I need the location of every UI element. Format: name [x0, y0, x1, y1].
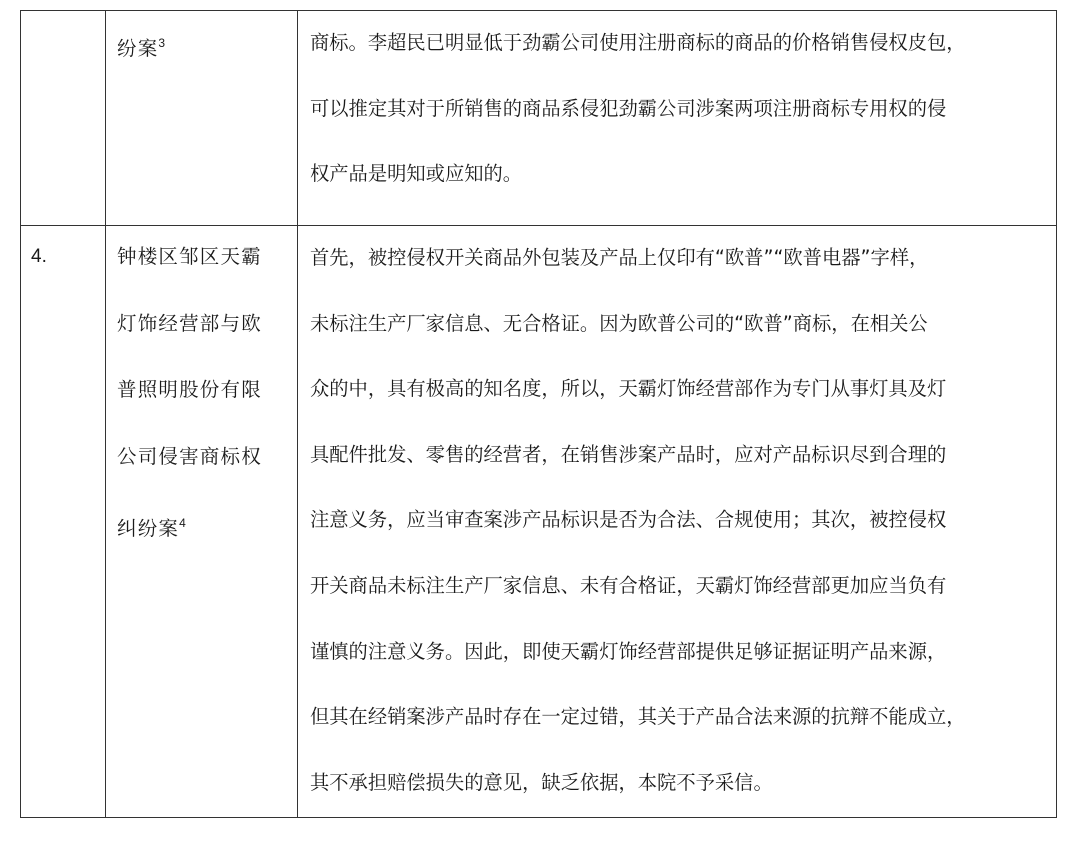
- summary-line: 注意义务，应当审查案涉产品标识是否为合法、合规使用；其次，被控侵权: [310, 508, 947, 532]
- row-number-cell: [21, 11, 106, 226]
- row-number: 4.: [31, 246, 47, 267]
- case-name: [106, 224, 297, 563]
- case-name-line: [117, 10, 289, 83]
- summary-line: 但其在经销案涉产品时存在一定过错，其关于产品合法来源的抗辩不能成立，: [310, 705, 966, 729]
- case-summary-cell: [298, 11, 1057, 226]
- summary-line: 商标。李超民已明显低于劲霸公司使用注册商标的商品的价格销售侵权皮包，: [310, 31, 966, 54]
- summary-line: 首先，被控侵权开关商品外包装及产品上仅印有“欧普”“欧普电器”字样，: [310, 246, 929, 269]
- summary-line: 权产品是明知或应知的。: [310, 162, 523, 186]
- row-number-cell: [21, 226, 106, 818]
- case-summary: [298, 225, 1056, 815]
- case-name-line-text: 纷案: [117, 37, 159, 60]
- case-table: [20, 10, 1057, 818]
- case-name-line: 钟楼区邹区天霸: [117, 245, 262, 268]
- summary-line: 众的中，具有极高的知名度，所以，天霸灯饰经营部作为专门从事灯具及灯: [310, 377, 947, 401]
- footnote-marker: 3: [158, 36, 166, 50]
- case-name-line: 公司侵害商标权: [117, 444, 262, 468]
- case-name-line-text: 纠纷案: [117, 517, 180, 540]
- case-name-line: 普照明股份有限: [117, 378, 262, 401]
- case-name: [106, 10, 297, 83]
- footnote-marker: 4: [179, 516, 186, 530]
- summary-line: 可以推定其对于所销售的商品系侵犯劲霸公司涉案两项注册商标专用权的侵: [310, 96, 947, 120]
- table-row: [21, 11, 1057, 226]
- case-summary: [298, 10, 1056, 207]
- case-name-cell: [106, 226, 298, 818]
- summary-line: 其不承担赔偿损失的意见，缺乏依据，本院不予采信。: [310, 770, 773, 794]
- table-row: [21, 226, 1057, 818]
- case-summary-cell: [298, 226, 1057, 818]
- case-name-cell: [106, 11, 298, 226]
- summary-line: 开关商品未标注生产厂家信息、未有合格证，天霸灯饰经营部更加应当负有: [310, 573, 947, 597]
- case-name-line: 灯饰经营部与欧: [117, 311, 262, 335]
- summary-line: 谨慎的注意义务。因此，即使天霸灯饰经营部提供足够证据证明产品来源，: [310, 639, 947, 663]
- summary-line: 具配件批发、零售的经营者，在销售涉案产品时，应对产品标识尽到合理的: [310, 442, 947, 466]
- case-name-line: [117, 490, 289, 563]
- summary-line: 未标注生产厂家信息、无合格证。因为欧普公司的“欧普”商标，在相关公: [310, 311, 928, 335]
